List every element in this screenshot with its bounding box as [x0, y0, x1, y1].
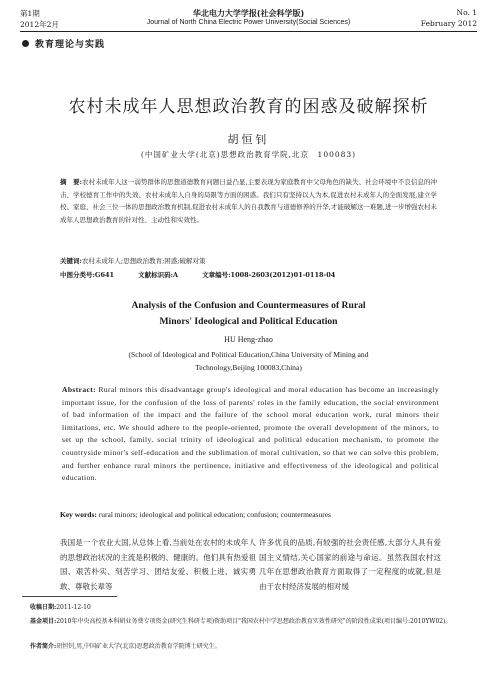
author-affiliation-en — [0, 349, 497, 374]
footnote-received: 收稿日期:2011-12-10 — [30, 604, 91, 611]
column-tag — [22, 37, 105, 50]
doc-code: 文献标识码:A — [138, 271, 179, 279]
abstract-cn — [60, 176, 437, 226]
classification-line — [60, 270, 437, 279]
column-tag-label: 教育理论与实践 — [35, 40, 106, 50]
header-rule — [20, 31, 477, 32]
keywords-cn — [60, 256, 437, 265]
footnote-author: 作者简介:胡恒钊,男,中国矿业大学(北京)思想政治教育学院博士研究生。 — [30, 643, 221, 650]
issue-number-en: No. 1 — [456, 8, 477, 17]
abstract-label: 摘 要: — [60, 178, 83, 186]
abstract-text: 农村未成年人这一弱势群体的思想道德教育问题日益凸显,主要表现为家庭教育中父母角色的缺失、社会环境中不良信息的冲击、学校德育工作中的失效、农村未成年人自身的局限等方面的困惑。我们只有坚持以人为本,促进农村未成年人的全面发展,建立学校、家庭、社会三位一体的思想政治教育机制,促进农村未成年人的自我教育与道德修养的升华,才能破解这一难题,进一步增强农村未成年人思想政治教育的针对性、主动性和实效性。 — [60, 178, 437, 224]
article-number: 文章编号:1008-2603(2012)01-0118-04 — [202, 271, 336, 279]
issue-date-en: February 2012 — [420, 19, 477, 28]
journal-title: 华北电力大学学报(社会科学版) — [192, 9, 305, 18]
affil-en-line1: (School of Ideological and Political Education,China University of Mining and — [128, 350, 369, 359]
journal-title-en: Journal of North China Electric Power University(Social Sciences) — [146, 19, 351, 26]
article-title: 农村未成年人思想政治教育的困惑及破解探析 — [68, 97, 429, 117]
body-column-left: 我国是一个农业大国,从总体上看,当前处在农村的未成年人的思想政治状况的主流是积极的、健康的。他们具有热爱祖国、艰苦朴实、刻苦学习、团结友爱、积极上进、诚实勇敢、尊敬长辈等 — [60, 538, 256, 591]
article-author: 胡恒钊 — [227, 133, 270, 146]
running-header — [20, 8, 477, 30]
footnote-fund: 基金项目:2010年中央高校基本科研业务费专项资金(研究生科研专项)资助项目"我国农村中学思想政治教育实效性研究"的阶段性成果(项目编号:2010YW02)。 — [30, 618, 452, 625]
abstract-en — [62, 384, 439, 485]
bullet-icon — [22, 40, 29, 47]
affil-en-line2: Technology,Beijing 100083,China) — [195, 362, 302, 372]
issue-date: 2012年2月 — [20, 20, 59, 29]
keywords-en — [60, 510, 439, 519]
article-title-en — [0, 298, 497, 330]
article-author-en: HU Heng-zhao — [224, 335, 273, 344]
keywords-label: 关键词: — [60, 257, 82, 265]
body-column-right: 许多优良的品质,有较强的社会责任感,大部分人具有爱国主义情结,关心国家的前途与命运。虽然我国农村这几年在思想政治教育方面取得了一定程度的成就,但是由于农村经济发展的相对缓 — [259, 538, 441, 591]
keywords-en-text: rural minors; ideological and political education; confusion; countermeasures — [98, 510, 331, 519]
clc-code: 中图分类号:G641 — [60, 271, 115, 279]
footnote-rule — [22, 596, 117, 597]
abstract-en-label: Abstract: — [62, 385, 97, 394]
abstract-en-text: Rural minors this disadvantage group's ideological and moral education has become an increasingly important issue, for the confusion of the loss of parents' roles in the family education, the social environment of bad information of the impact and the failure of the school moral education work, rural minors their limitations, etc. We should adhere to the people-oriented, promote the overall development of the minors, to set up the school, family, social trinity of ideological and political education mechanism, to promote the countryside minor's self-education and the sublimation of moral cultivation, so that we can solve this problem, and further enhance rural minors the pertinence, initiative and effectiveness of the ideological and political education. — [62, 385, 439, 483]
title-en-line2: Minors' Ideological and Political Education — [159, 316, 338, 327]
keywords-en-label: Key words: — [60, 510, 97, 519]
author-affiliation: (中国矿业大学(北京)思想政治教育学院,北京 100083) — [140, 150, 357, 159]
issue-number: 第1期 — [20, 9, 40, 18]
title-en-line1: Analysis of the Confusion and Countermeasures of Rural — [131, 300, 366, 311]
keywords-text: 农村未成年人;思想政治教育;困惑;破解对策 — [81, 257, 206, 265]
